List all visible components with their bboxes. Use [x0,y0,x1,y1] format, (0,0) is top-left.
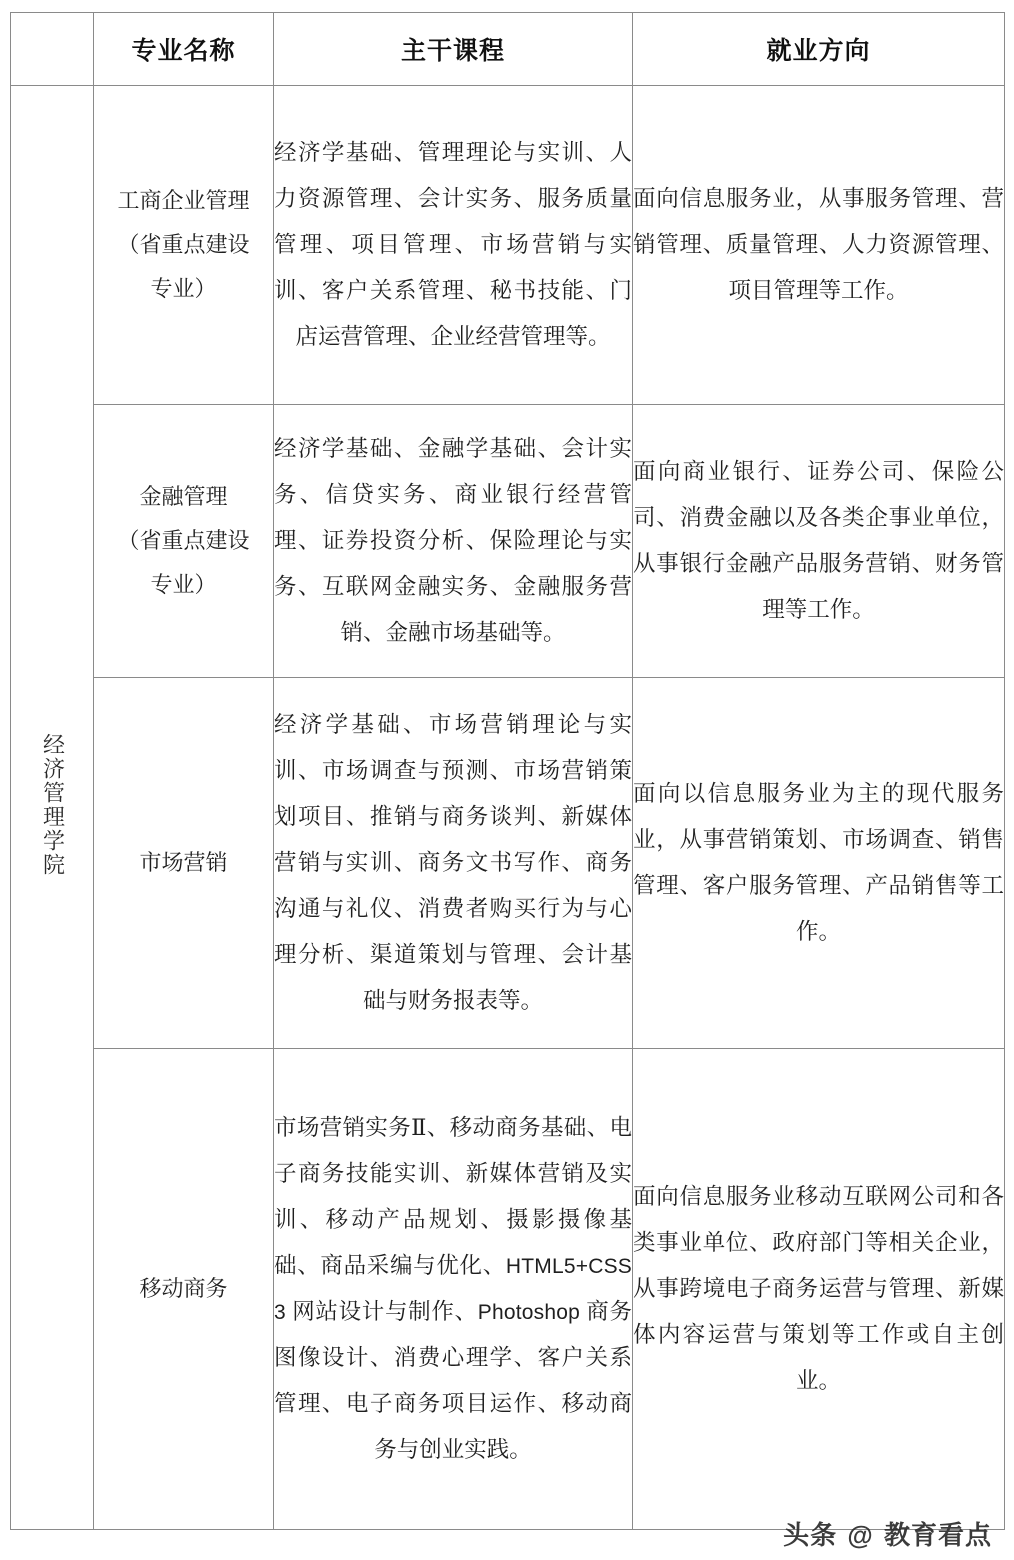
major-name-sub-line1: （省重点建设 [117,232,250,257]
table-row [11,86,1005,405]
header-row [11,13,1005,86]
header-corner-cell [11,13,94,86]
courses-cell [274,1049,633,1530]
watermark-account: 教育看点 [883,1520,992,1550]
direction-cell: 面向信息服务业移动互联网公司和各类事业单位、政府部门等相关企业，从事跨境电子商务运营与管理、新媒体内容运营与策划等工作或自主创业。 [633,1049,1005,1530]
major-name-main: 市场营销 [139,850,228,875]
major-name-main: 金融管理 [139,484,228,509]
courses-latin-html5: HTML5+CSS3 [274,1254,632,1324]
courses-latin-photoshop: Photoshop [477,1301,580,1324]
courses-text-part3: 商务图像设计、消费心理学、客户关系管理、电子商务项目运作、移动商务与创业实践。 [274,1299,632,1463]
table-body [11,86,1005,1530]
major-name-main: 移动商务 [139,1276,228,1301]
major-name-main: 工商企业管理 [117,188,250,213]
college-cell [11,86,94,1530]
courses-text-part2: 网站设计与制作、 [285,1299,478,1324]
courses-cell: 经济学基础、金融学基础、会计实务、信贷实务、商业银行经营管理、证券投资分析、保险理论与实务、互联网金融实务、金融服务营销、金融市场基础等。 [274,405,633,678]
table-row [11,1049,1005,1530]
courses-cell: 经济学基础、管理理论与实训、人力资源管理、会计实务、服务质量管理、项目管理、市场营销与实训、客户关系管理、秘书技能、门店运营管理、企业经营管理等。 [274,86,633,405]
table-row [11,405,1005,678]
header-direction: 就业方向 [633,13,1005,86]
majors-table [10,12,1005,1530]
direction-cell: 面向以信息服务业为主的现代服务业，从事营销策划、市场调查、销售管理、客户服务管理、产品销售等工作。 [633,678,1005,1049]
header-major-name: 专业名称 [94,13,274,86]
major-name-cell [94,678,274,1049]
table-header [11,13,1005,86]
watermark-platform: 头条 [783,1520,838,1550]
table-row [11,678,1005,1049]
major-name-sub-line2: 专业） [150,572,217,597]
courses-text-part1: 市场营销实务Ⅱ、移动商务基础、电子商务技能实训、新媒体营销及实训、移动产品规划、摄影摄像基础、商品采编与优化、 [274,1114,632,1278]
major-name-cell [94,1049,274,1530]
watermark [783,1515,992,1552]
courses-cell: 经济学基础、市场营销理论与实训、市场调查与预测、市场营销策划项目、推销与商务谈判、新媒体营销与实训、商务文书写作、商务沟通与礼仪、消费者购买行为与心理分析、渠道策划与管理、会计基础与财务报表等。 [274,678,633,1049]
major-name-sub-line1: （省重点建设 [117,528,250,553]
major-name-cell [94,405,274,678]
direction-cell: 面向信息服务业，从事服务管理、营销管理、质量管理、人力资源管理、项目管理等工作。 [633,86,1005,405]
major-name-sub-line2: 专业） [150,276,217,301]
watermark-at-icon: @ [847,1520,874,1550]
college-name-vertical: 经济管理学院 [40,733,66,877]
header-courses: 主干课程 [274,13,633,86]
major-name-cell [94,86,274,405]
direction-cell: 面向商业银行、证券公司、保险公司、消费金融以及各类企事业单位，从事银行金融产品服务营销、财务管理等工作。 [633,405,1005,678]
